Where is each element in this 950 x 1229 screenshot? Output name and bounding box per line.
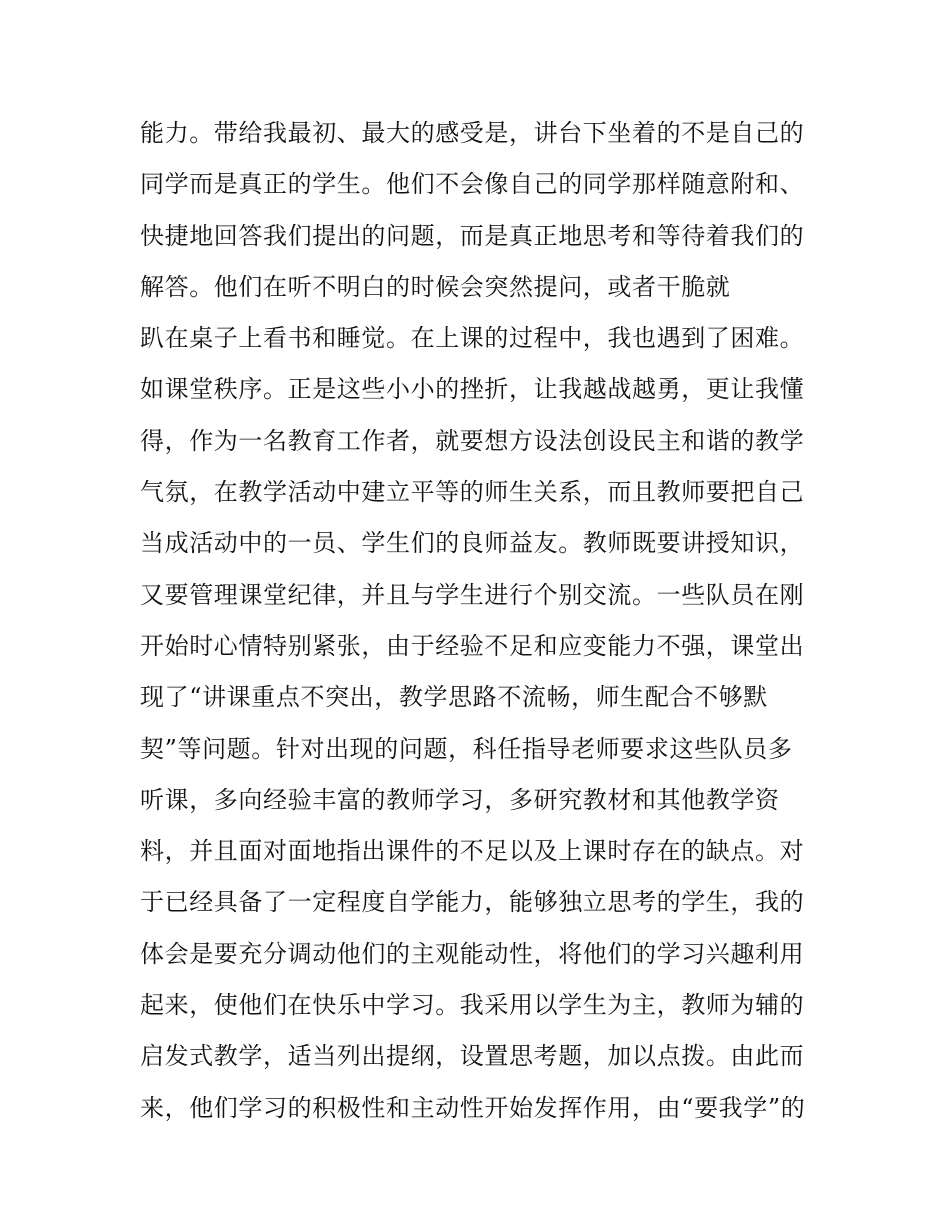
text-line: 起来，使他们在快乐中学习。我采用以学生为主，教师为辅的 xyxy=(140,991,805,1020)
text-line: 启发式教学，适当列出提纲，设置思考题，加以点拨。由此而 xyxy=(140,1042,805,1071)
text-line: 快捷地回答我们提出的问题，而是真正地思考和等待着我们的 xyxy=(140,221,805,250)
text-line: 料，并且面对面地指出课件的不足以及上课时存在的缺点。对 xyxy=(140,837,805,866)
text-line: 于已经具备了一定程度自学能力，能够独立思考的学生，我的 xyxy=(140,888,805,917)
text-line: 解答。他们在听不明白的时候会突然提问，或者干脆就 xyxy=(140,272,731,301)
text-line: 契”等问题。针对出现的问题，科任指导老师要求这些队员多 xyxy=(140,734,793,763)
text-line: 如课堂秩序。正是这些小小的挫折，让我越战越勇，更让我懂 xyxy=(140,375,805,404)
text-line: 气氛，在教学活动中建立平等的师生关系，而且教师要把自己 xyxy=(140,478,805,507)
text-line: 趴在桌子上看书和睡觉。在上课的过程中，我也遇到了困难。 xyxy=(140,324,805,353)
text-line: 当成活动中的一员、学生们的良师益友。教师既要讲授知识， xyxy=(140,529,805,558)
text-line: 听课，多向经验丰富的教师学习，多研究教材和其他教学资 xyxy=(140,785,780,814)
body-text xyxy=(140,108,820,1134)
text-line: 得，作为一名教育工作者，就要想方设法创设民主和谐的教学 xyxy=(140,426,805,455)
text-line: 现了“讲课重点不突出，教学思路不流畅，师生配合不够默 xyxy=(140,683,768,712)
text-line: 又要管理课堂纪律，并且与学生进行个别交流。一些队员在刚 xyxy=(140,580,805,609)
text-line: 来，他们学习的积极性和主动性开始发挥作用，由“要我学”的 xyxy=(140,1093,806,1122)
text-line: 体会是要充分调动他们的主观能动性，将他们的学习兴趣利用 xyxy=(140,939,805,968)
text-line: 开始时心情特别紧张，由于经验不足和应变能力不强，课堂出 xyxy=(140,631,805,660)
text-line: 同学而是真正的学生。他们不会像自己的同学那样随意附和、 xyxy=(140,170,805,199)
text-line: 能力。带给我最初、最大的感受是，讲台下坐着的不是自己的 xyxy=(140,119,805,147)
